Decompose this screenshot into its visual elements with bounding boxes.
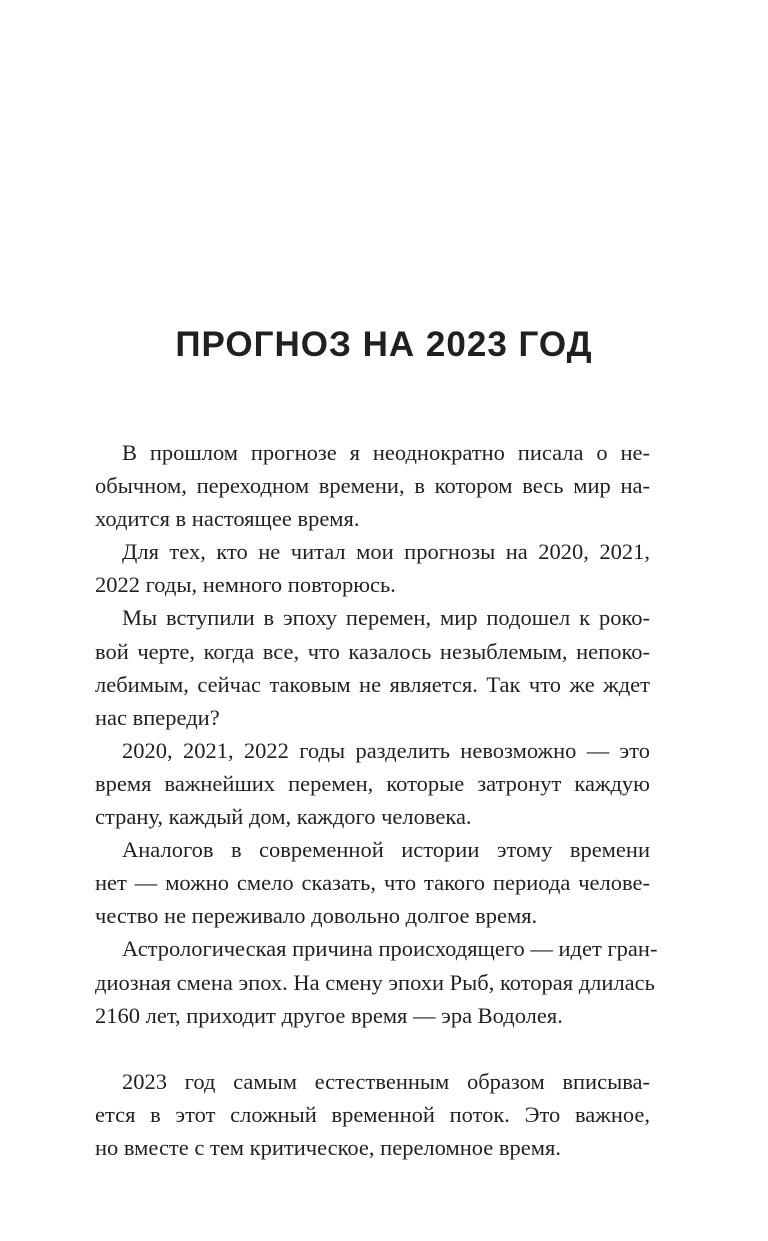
paragraph — [95, 601, 650, 733]
text-line: но вместе с тем критическое, переломное время. — [95, 1134, 561, 1160]
text-line: ходится в настоящее время. — [95, 506, 360, 532]
text-line: время важнейших перемен, которые затронут каждую — [95, 770, 650, 796]
paragraph — [95, 734, 650, 833]
text-line: ется в этот сложный временной поток. Это важное, — [95, 1101, 650, 1127]
text-line: Аналогов в современной истории этому времени — [122, 837, 650, 863]
text-line: диозная смена эпох. На смену эпохи Рыб, которая длилась — [95, 969, 655, 995]
paragraph — [95, 436, 650, 535]
text-line: нет — можно смело сказать, что такого периода челове- — [95, 870, 650, 896]
text-line: нас впереди? — [95, 704, 220, 730]
paragraph — [95, 833, 650, 932]
text-line: В прошлом прогнозе я неоднократно писала о не- — [122, 440, 650, 465]
paragraph — [95, 1065, 650, 1164]
paragraph-gap — [95, 1032, 650, 1065]
text-line: лебимым, сейчас таковым не является. Так что же ждет — [95, 671, 650, 697]
text-line: обычном, переходном времени, в котором весь мир на- — [95, 473, 650, 499]
text-line: Астрологическая причина происходящего — идет гран- — [122, 936, 658, 962]
text-line: 2020, 2021, 2022 годы разделить невозможно — это — [122, 737, 650, 763]
text-line: чество не переживало довольно долгое время. — [95, 903, 538, 929]
text-line: Мы вступили в эпоху перемен, мир подошел к роко- — [122, 605, 650, 631]
text-line: Для тех, кто не читал мои прогнозы на 2020, 2021, — [122, 539, 650, 565]
paragraph — [95, 535, 650, 601]
text-line: вой черте, когда все, что казалось незыблемым, непоко- — [95, 638, 650, 664]
text-line: 2023 год самым естественным образом вписыва- — [122, 1068, 650, 1094]
text-line: 2022 годы, немного повторюсь. — [95, 572, 396, 598]
body-text — [95, 436, 658, 1164]
chapter-title: ПРОГНОЗ НА 2023 ГОД — [175, 325, 593, 364]
paragraph — [95, 932, 658, 1031]
text-line: 2160 лет, приходит другое время — эра Водолея. — [95, 1002, 563, 1028]
text-line: страну, каждый дом, каждого человека. — [95, 804, 472, 830]
